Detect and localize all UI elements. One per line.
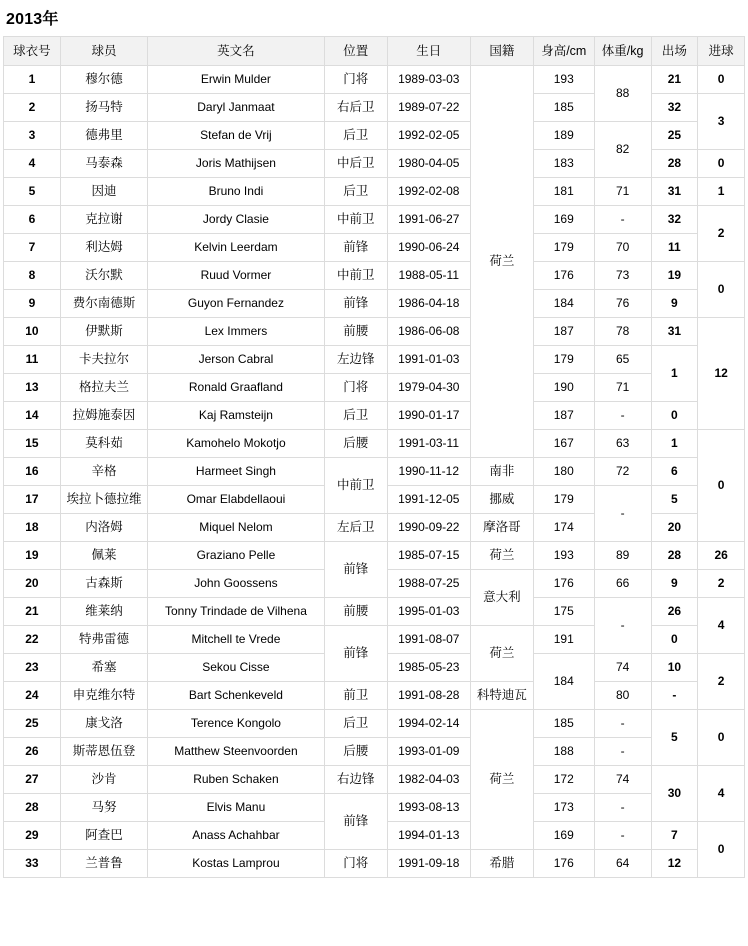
table-row: [4, 542, 745, 570]
table-row: [4, 318, 745, 346]
cell-position: 前腰: [324, 318, 387, 346]
cell-shirt-number: 27: [4, 766, 61, 794]
cell-weight: 88: [594, 66, 651, 122]
cell-nationality: 荷兰: [470, 626, 533, 682]
cell-player-name-en: Kelvin Leerdam: [148, 234, 325, 262]
column-header-player: 球员: [60, 37, 147, 66]
table-row: [4, 290, 745, 318]
cell-weight: 71: [594, 178, 651, 206]
cell-shirt-number: 15: [4, 430, 61, 458]
cell-player-name-cn: 克拉谢: [60, 206, 147, 234]
cell-height: 193: [533, 66, 594, 94]
cell-birthday: 1994-02-14: [387, 710, 470, 738]
table-row: [4, 738, 745, 766]
cell-birthday: 1986-04-18: [387, 290, 470, 318]
cell-nationality: 科特迪瓦: [470, 682, 533, 710]
cell-weight: 73: [594, 262, 651, 290]
cell-player-name-cn: 因迪: [60, 178, 147, 206]
cell-shirt-number: 25: [4, 710, 61, 738]
cell-birthday: 1988-07-25: [387, 570, 470, 598]
cell-player-name-en: Mitchell te Vrede: [148, 626, 325, 654]
table-row: [4, 598, 745, 626]
cell-weight: 66: [594, 570, 651, 598]
cell-appearances: 7: [651, 822, 698, 850]
column-header-nationality: 国籍: [470, 37, 533, 66]
cell-shirt-number: 5: [4, 178, 61, 206]
cell-position: 后卫: [324, 178, 387, 206]
cell-goals: 3: [698, 94, 745, 150]
table-row: [4, 262, 745, 290]
cell-shirt-number: 28: [4, 794, 61, 822]
cell-goals: 0: [698, 66, 745, 94]
cell-appearances: 1: [651, 430, 698, 458]
cell-player-name-cn: 申克维尔特: [60, 682, 147, 710]
cell-nationality: 摩洛哥: [470, 514, 533, 542]
cell-position: 前锋: [324, 626, 387, 682]
cell-player-name-en: Erwin Mulder: [148, 66, 325, 94]
cell-player-name-en: Daryl Janmaat: [148, 94, 325, 122]
cell-goals: 4: [698, 766, 745, 822]
cell-shirt-number: 13: [4, 374, 61, 402]
cell-player-name-cn: 辛格: [60, 458, 147, 486]
cell-player-name-cn: 拉姆施泰因: [60, 402, 147, 430]
cell-appearances: 9: [651, 570, 698, 598]
cell-height: 185: [533, 710, 594, 738]
cell-goals: 26: [698, 542, 745, 570]
table-row: [4, 206, 745, 234]
cell-birthday: 1991-08-07: [387, 626, 470, 654]
cell-goals: 0: [698, 710, 745, 766]
cell-weight: 89: [594, 542, 651, 570]
cell-goals: 0: [698, 150, 745, 178]
cell-shirt-number: 20: [4, 570, 61, 598]
table-row: [4, 178, 745, 206]
cell-player-name-en: Sekou Cisse: [148, 654, 325, 682]
cell-shirt-number: 18: [4, 514, 61, 542]
cell-height: 172: [533, 766, 594, 794]
cell-birthday: 1980-04-05: [387, 150, 470, 178]
cell-height: 179: [533, 346, 594, 374]
cell-appearances: 31: [651, 178, 698, 206]
cell-player-name-en: Harmeet Singh: [148, 458, 325, 486]
cell-height: 181: [533, 178, 594, 206]
cell-birthday: 1988-05-11: [387, 262, 470, 290]
table-row: [4, 346, 745, 374]
cell-height: 183: [533, 150, 594, 178]
cell-position: 左边锋: [324, 346, 387, 374]
table-row: [4, 850, 745, 878]
cell-height: 169: [533, 206, 594, 234]
page-title: 2013年: [6, 11, 59, 28]
cell-weight: 76: [594, 290, 651, 318]
table-row: [4, 402, 745, 430]
cell-appearances: 5: [651, 710, 698, 766]
cell-height: 176: [533, 570, 594, 598]
cell-player-name-en: John Goossens: [148, 570, 325, 598]
cell-height: 174: [533, 514, 594, 542]
cell-appearances: 32: [651, 94, 698, 122]
cell-shirt-number: 3: [4, 122, 61, 150]
cell-height: 190: [533, 374, 594, 402]
cell-position: 前锋: [324, 290, 387, 318]
cell-birthday: 1985-05-23: [387, 654, 470, 682]
column-header-position: 位置: [324, 37, 387, 66]
cell-weight: 72: [594, 458, 651, 486]
cell-goals: 0: [698, 262, 745, 318]
cell-appearances: 1: [651, 346, 698, 402]
cell-height: 176: [533, 850, 594, 878]
cell-player-name-en: Anass Achahbar: [148, 822, 325, 850]
cell-appearances: 5: [651, 486, 698, 514]
cell-height: 193: [533, 542, 594, 570]
cell-nationality: 荷兰: [470, 710, 533, 850]
cell-player-name-en: Omar Elabdellaoui: [148, 486, 325, 514]
cell-position: 门将: [324, 374, 387, 402]
cell-birthday: 1992-02-08: [387, 178, 470, 206]
cell-weight: 74: [594, 654, 651, 682]
cell-nationality: 荷兰: [470, 66, 533, 458]
cell-height: 187: [533, 402, 594, 430]
cell-appearances: 0: [651, 626, 698, 654]
cell-birthday: 1991-09-18: [387, 850, 470, 878]
cell-player-name-en: Kamohelo Mokotjo: [148, 430, 325, 458]
cell-shirt-number: 9: [4, 290, 61, 318]
table-row: [4, 122, 745, 150]
cell-position: 门将: [324, 850, 387, 878]
cell-height: 191: [533, 626, 594, 654]
cell-player-name-cn: 德弗里: [60, 122, 147, 150]
cell-nationality: 意大利: [470, 570, 533, 626]
table-row: [4, 66, 745, 94]
cell-shirt-number: 26: [4, 738, 61, 766]
cell-position: 中前卫: [324, 206, 387, 234]
cell-player-name-cn: 莫科茹: [60, 430, 147, 458]
cell-height: 184: [533, 654, 594, 710]
roster-table-body: [4, 66, 745, 878]
cell-position: 后腰: [324, 430, 387, 458]
column-header-goals: 进球: [698, 37, 745, 66]
column-header-weight: 体重/kg: [594, 37, 651, 66]
cell-height: 173: [533, 794, 594, 822]
cell-position: 前卫: [324, 682, 387, 710]
cell-appearances: 10: [651, 654, 698, 682]
cell-position: 后卫: [324, 710, 387, 738]
cell-player-name-cn: 格拉夫兰: [60, 374, 147, 402]
cell-player-name-en: Guyon Fernandez: [148, 290, 325, 318]
cell-player-name-cn: 伊默斯: [60, 318, 147, 346]
cell-birthday: 1991-08-28: [387, 682, 470, 710]
cell-shirt-number: 6: [4, 206, 61, 234]
cell-birthday: 1985-07-15: [387, 542, 470, 570]
cell-weight: -: [594, 710, 651, 738]
cell-nationality: 挪威: [470, 486, 533, 514]
cell-position: 前腰: [324, 598, 387, 626]
cell-player-name-cn: 扬马特: [60, 94, 147, 122]
cell-player-name-en: Jerson Cabral: [148, 346, 325, 374]
cell-position: 右边锋: [324, 766, 387, 794]
table-row: [4, 374, 745, 402]
column-header-birthday: 生日: [387, 37, 470, 66]
cell-shirt-number: 16: [4, 458, 61, 486]
cell-weight: 82: [594, 122, 651, 178]
cell-goals: 2: [698, 570, 745, 598]
cell-player-name-en: Kostas Lamprou: [148, 850, 325, 878]
cell-height: 176: [533, 262, 594, 290]
cell-weight: -: [594, 598, 651, 654]
cell-shirt-number: 24: [4, 682, 61, 710]
cell-height: 169: [533, 822, 594, 850]
cell-birthday: 1979-04-30: [387, 374, 470, 402]
cell-goals: 0: [698, 430, 745, 542]
cell-birthday: 1994-01-13: [387, 822, 470, 850]
cell-player-name-cn: 马泰森: [60, 150, 147, 178]
cell-height: 179: [533, 486, 594, 514]
cell-weight: 80: [594, 682, 651, 710]
cell-player-name-en: Terence Kongolo: [148, 710, 325, 738]
cell-appearances: 28: [651, 150, 698, 178]
cell-position: 后腰: [324, 738, 387, 766]
cell-height: 184: [533, 290, 594, 318]
cell-player-name-en: Stefan de Vrij: [148, 122, 325, 150]
cell-position: 前锋: [324, 794, 387, 850]
cell-height: 188: [533, 738, 594, 766]
cell-player-name-en: Graziano Pelle: [148, 542, 325, 570]
cell-player-name-cn: 埃拉卜德拉维: [60, 486, 147, 514]
cell-nationality: 荷兰: [470, 542, 533, 570]
cell-appearances: -: [651, 682, 698, 710]
cell-weight: -: [594, 206, 651, 234]
cell-position: 中前卫: [324, 458, 387, 514]
cell-player-name-cn: 阿查巴: [60, 822, 147, 850]
cell-birthday: 1990-11-12: [387, 458, 470, 486]
cell-appearances: 0: [651, 402, 698, 430]
cell-height: 167: [533, 430, 594, 458]
cell-player-name-en: Elvis Manu: [148, 794, 325, 822]
cell-birthday: 1982-04-03: [387, 766, 470, 794]
cell-birthday: 1989-03-03: [387, 66, 470, 94]
cell-height: 175: [533, 598, 594, 626]
cell-player-name-en: Matthew Steenvoorden: [148, 738, 325, 766]
cell-nationality: 南非: [470, 458, 533, 486]
cell-appearances: 12: [651, 850, 698, 878]
cell-appearances: 19: [651, 262, 698, 290]
cell-shirt-number: 33: [4, 850, 61, 878]
column-header-appearances: 出场: [651, 37, 698, 66]
cell-birthday: 1990-09-22: [387, 514, 470, 542]
table-header-row: [4, 37, 745, 66]
cell-birthday: 1992-02-05: [387, 122, 470, 150]
cell-weight: 65: [594, 346, 651, 374]
cell-appearances: 11: [651, 234, 698, 262]
cell-player-name-cn: 维莱纳: [60, 598, 147, 626]
cell-position: 中后卫: [324, 150, 387, 178]
cell-weight: 70: [594, 234, 651, 262]
cell-player-name-cn: 佩莱: [60, 542, 147, 570]
cell-height: 189: [533, 122, 594, 150]
cell-player-name-cn: 卡夫拉尔: [60, 346, 147, 374]
cell-birthday: 1995-01-03: [387, 598, 470, 626]
cell-shirt-number: 2: [4, 94, 61, 122]
cell-weight: 64: [594, 850, 651, 878]
column-header-english: 英文名: [148, 37, 325, 66]
cell-shirt-number: 19: [4, 542, 61, 570]
cell-shirt-number: 17: [4, 486, 61, 514]
cell-goals: 12: [698, 318, 745, 430]
cell-appearances: 25: [651, 122, 698, 150]
cell-weight: -: [594, 738, 651, 766]
cell-weight: 78: [594, 318, 651, 346]
cell-player-name-en: Bruno Indi: [148, 178, 325, 206]
cell-goals: 2: [698, 206, 745, 262]
cell-shirt-number: 1: [4, 66, 61, 94]
cell-position: 前锋: [324, 234, 387, 262]
cell-birthday: 1991-12-05: [387, 486, 470, 514]
cell-player-name-cn: 康戈洛: [60, 710, 147, 738]
cell-birthday: 1990-06-24: [387, 234, 470, 262]
cell-player-name-cn: 希塞: [60, 654, 147, 682]
cell-nationality: 希腊: [470, 850, 533, 878]
cell-height: 180: [533, 458, 594, 486]
cell-player-name-cn: 古森斯: [60, 570, 147, 598]
cell-goals: 4: [698, 598, 745, 654]
cell-appearances: 21: [651, 66, 698, 94]
cell-weight: -: [594, 486, 651, 542]
cell-height: 187: [533, 318, 594, 346]
cell-position: 门将: [324, 66, 387, 94]
cell-birthday: 1991-03-11: [387, 430, 470, 458]
cell-player-name-cn: 利达姆: [60, 234, 147, 262]
cell-appearances: 20: [651, 514, 698, 542]
cell-player-name-cn: 内洛姆: [60, 514, 147, 542]
column-header-number: 球衣号: [4, 37, 61, 66]
cell-shirt-number: 23: [4, 654, 61, 682]
cell-player-name-en: Ronald Graafland: [148, 374, 325, 402]
cell-player-name-cn: 马努: [60, 794, 147, 822]
cell-shirt-number: 8: [4, 262, 61, 290]
table-row: [4, 710, 745, 738]
cell-goals: 2: [698, 654, 745, 710]
cell-shirt-number: 11: [4, 346, 61, 374]
cell-birthday: 1986-06-08: [387, 318, 470, 346]
cell-height: 179: [533, 234, 594, 262]
cell-shirt-number: 22: [4, 626, 61, 654]
cell-player-name-en: Ruben Schaken: [148, 766, 325, 794]
cell-birthday: 1991-01-03: [387, 346, 470, 374]
cell-shirt-number: 21: [4, 598, 61, 626]
cell-height: 185: [533, 94, 594, 122]
cell-shirt-number: 4: [4, 150, 61, 178]
cell-player-name-en: Bart Schenkeveld: [148, 682, 325, 710]
cell-appearances: 6: [651, 458, 698, 486]
cell-player-name-en: Jordy Clasie: [148, 206, 325, 234]
cell-player-name-cn: 费尔南德斯: [60, 290, 147, 318]
cell-weight: 74: [594, 766, 651, 794]
cell-appearances: 32: [651, 206, 698, 234]
cell-appearances: 31: [651, 318, 698, 346]
cell-player-name-cn: 斯蒂恩伍登: [60, 738, 147, 766]
cell-birthday: 1990-01-17: [387, 402, 470, 430]
table-row: [4, 682, 745, 710]
cell-player-name-cn: 沙肯: [60, 766, 147, 794]
table-row: [4, 794, 745, 822]
cell-player-name-en: Tonny Trindade de Vilhena: [148, 598, 325, 626]
cell-birthday: 1991-06-27: [387, 206, 470, 234]
cell-player-name-en: Joris Mathijsen: [148, 150, 325, 178]
cell-player-name-en: Lex Immers: [148, 318, 325, 346]
cell-position: 中前卫: [324, 262, 387, 290]
cell-player-name-en: Kaj Ramsteijn: [148, 402, 325, 430]
cell-player-name-cn: 沃尔默: [60, 262, 147, 290]
cell-player-name-cn: 穆尔德: [60, 66, 147, 94]
cell-player-name-cn: 特弗雷德: [60, 626, 147, 654]
cell-weight: 71: [594, 374, 651, 402]
cell-birthday: 1993-08-13: [387, 794, 470, 822]
cell-birthday: 1989-07-22: [387, 94, 470, 122]
column-header-height: 身高/cm: [533, 37, 594, 66]
cell-shirt-number: 29: [4, 822, 61, 850]
cell-position: 前锋: [324, 542, 387, 598]
cell-appearances: 28: [651, 542, 698, 570]
roster-table: [3, 36, 745, 878]
cell-player-name-en: Miquel Nelom: [148, 514, 325, 542]
cell-weight: -: [594, 402, 651, 430]
cell-weight: 63: [594, 430, 651, 458]
cell-player-name-en: Ruud Vormer: [148, 262, 325, 290]
table-row: [4, 458, 745, 486]
table-row: [4, 234, 745, 262]
cell-position: 后卫: [324, 122, 387, 150]
cell-appearances: 9: [651, 290, 698, 318]
cell-weight: -: [594, 822, 651, 850]
table-row: [4, 766, 745, 794]
cell-shirt-number: 10: [4, 318, 61, 346]
cell-shirt-number: 14: [4, 402, 61, 430]
cell-appearances: 26: [651, 598, 698, 626]
cell-goals: 0: [698, 822, 745, 878]
cell-shirt-number: 7: [4, 234, 61, 262]
cell-birthday: 1993-01-09: [387, 738, 470, 766]
cell-weight: -: [594, 794, 651, 822]
cell-position: 左后卫: [324, 514, 387, 542]
cell-goals: 1: [698, 178, 745, 206]
cell-position: 后卫: [324, 402, 387, 430]
table-row: [4, 430, 745, 458]
cell-appearances: 30: [651, 766, 698, 822]
cell-player-name-cn: 兰普鲁: [60, 850, 147, 878]
cell-position: 右后卫: [324, 94, 387, 122]
